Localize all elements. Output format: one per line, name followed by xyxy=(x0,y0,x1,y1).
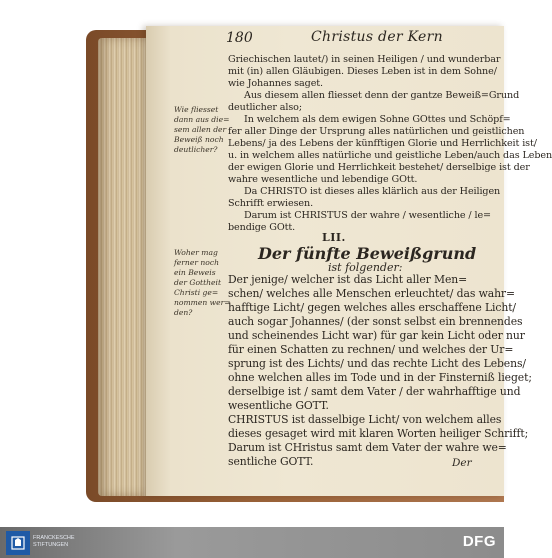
text-line: wie Johannes saget. xyxy=(228,78,324,89)
text-line: Darum ist CHRISTUS der wahre / wesentliche / le= xyxy=(244,210,491,221)
text-line: u. in welchem alles natürliche und geistliche Leben/auch das Leben xyxy=(228,150,552,161)
text-line: Aus diesem allen fliesset denn der gantze Beweiß=Grund xyxy=(244,90,520,101)
margin-note-line: Wie fliesset xyxy=(174,105,219,114)
margin-note-line: der Gottheit xyxy=(174,278,222,287)
text-line: und scheinendes Licht war) für gar kein Licht oder nur xyxy=(228,329,525,342)
text-line: Lebens/ ja des Lebens der künfftigen Glorie und Herrlichkeit ist/ xyxy=(228,138,537,149)
text-line: wesentliche GOTT. xyxy=(228,399,329,412)
text-line: In welchem als dem ewigen Sohne GOttes und Schöpf= xyxy=(244,114,511,125)
section-heading: Der fünfte Beweißgrund xyxy=(258,244,477,263)
margin-note-line: Woher mag xyxy=(174,248,218,257)
book-page xyxy=(146,26,552,496)
dfg-logo[interactable]: DFG xyxy=(462,533,496,550)
text-line: Griechischen lautet/) in seinen Heiligen / und wunderbar xyxy=(228,54,501,65)
francke-foundation-logo-text: FRANCKESCHE STIFTUNGEN xyxy=(33,535,75,548)
text-line: Da CHRISTO ist dieses alles klärlich aus der Heiligen xyxy=(244,186,501,197)
running-head: Christus der Kern xyxy=(311,29,443,45)
text-line: Schrifft erwiesen. xyxy=(228,198,314,209)
text-line: Darum ist CHristus samt dem Vater der wahre we= xyxy=(228,441,507,454)
text-line: der ewigen Glorie und Herrlichkeit bestehet/ derselbige ist der xyxy=(228,162,530,173)
text-line: schen/ welches alle Menschen erleuchtet/ das wahr= xyxy=(228,287,515,300)
text-line: hafftige Licht/ gegen welches alles erschaffene Licht/ xyxy=(228,301,516,314)
margin-note-line: ferner noch xyxy=(174,258,219,267)
text-line: deutlicher also; xyxy=(228,102,302,113)
viewer-footer-bar xyxy=(0,527,504,558)
crest-icon xyxy=(10,535,26,551)
page-number: 180 xyxy=(226,30,253,46)
margin-note-line: dann aus die= xyxy=(174,115,230,124)
margin-note-line: deutlicher? xyxy=(174,145,218,154)
text-line: dieses gesaget wird mit klaren Worten heiliger Schrifft; xyxy=(228,427,529,440)
text-line: mit (in) allen Gläubigen. Dieses Leben ist in dem Sohne/ xyxy=(228,66,497,77)
margin-note-line: Christi ge= xyxy=(174,288,219,297)
margin-note-line: sem allen der xyxy=(174,125,227,134)
text-line: sprung ist des Lichts/ und das rechte Licht des Lebens/ xyxy=(228,357,526,370)
text-line: CHRISTUS ist dasselbige Licht/ von welchem alles xyxy=(228,413,502,426)
text-line: derselbige ist / samt dem Vater / der wahrhafftige und xyxy=(228,385,521,398)
section-number: LII. xyxy=(322,231,346,244)
section-subheading: ist folgender: xyxy=(328,261,403,274)
francke-foundation-logo-icon[interactable] xyxy=(6,531,30,555)
page-edges xyxy=(98,38,150,496)
catchword: Der xyxy=(452,457,472,469)
text-line: für einen Schatten zu rechnen/ und welches der Ur= xyxy=(228,343,514,356)
text-line: auch sogar Johannes/ (der sonst selbst ein brennendes xyxy=(228,315,523,328)
text-line: bendige GOtt. xyxy=(228,222,296,233)
text-line: sentliche GOTT. xyxy=(228,455,314,468)
text-line: wahre wesentliche und lebendige GOtt. xyxy=(228,174,418,185)
text-line: ohne welchen alles im Tode und in der Finsterniß lieget; xyxy=(228,371,532,384)
margin-note-line: nommen wer= xyxy=(174,298,231,307)
margin-note-line: den? xyxy=(174,308,193,317)
text-line: Der jenige/ welcher ist das Licht aller Men= xyxy=(228,273,468,286)
margin-note-line: ein Beweis xyxy=(174,268,216,277)
margin-note-line: Beweiß noch xyxy=(174,135,224,144)
text-line: fer aller Dinge der Ursprung alles natürlichen und geistlichen xyxy=(228,126,525,137)
